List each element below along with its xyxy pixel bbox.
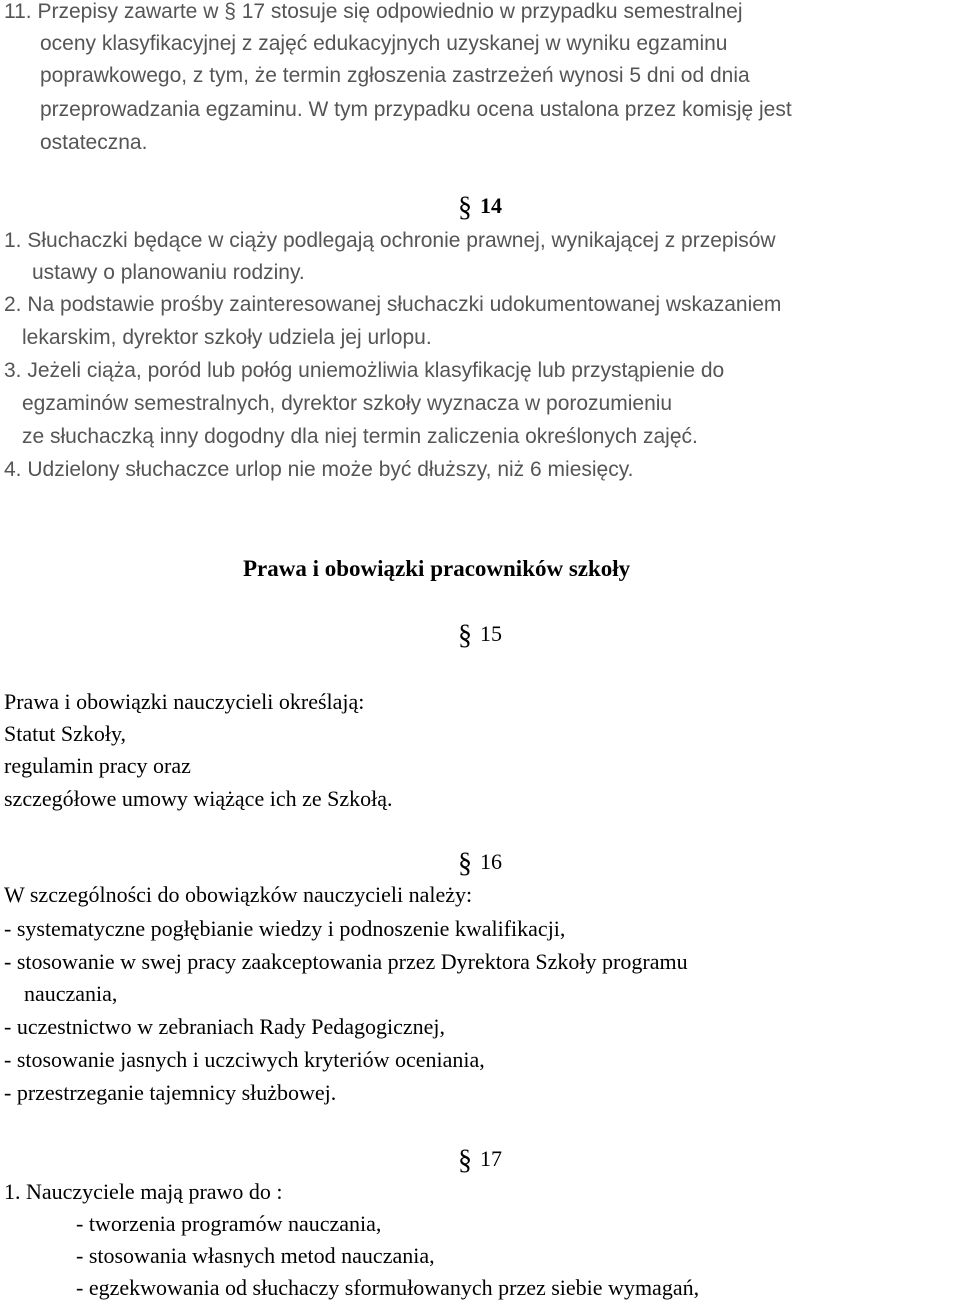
text-line: oceny klasyfikacyjnej z zajęć edukacyjnych uzyskanej w wyniku egzaminu — [40, 32, 728, 55]
section-14-heading — [458, 190, 502, 224]
text-line: nauczania, — [24, 981, 118, 1006]
section-16-heading — [458, 846, 502, 880]
text-line: 3. Jeżeli ciąża, poród lub połóg uniemożliwia klasyfikację lub przystąpienie do — [4, 359, 725, 382]
section-number: 15 — [480, 621, 502, 646]
text-line: - przestrzeganie tajemnicy służbowej. — [4, 1080, 337, 1105]
section-symbol: § — [458, 1145, 472, 1176]
text-line: szczegółowe umowy wiążące ich ze Szkołą. — [4, 786, 393, 811]
text-line: - uczestnictwo w zebraniach Rady Pedagogicznej, — [4, 1014, 446, 1039]
text-line: lekarskim, dyrektor szkoły udziela jej urlopu. — [22, 326, 432, 349]
text-line: 4. Udzielony słuchaczce urlop nie może być dłuższy, niż 6 miesięcy. — [4, 458, 634, 481]
text-line: - stosowanie jasnych i uczciwych kryteriów oceniania, — [4, 1047, 485, 1072]
section-number: 16 — [480, 849, 502, 874]
text-line: ze słuchaczką inny dogodny dla niej termin zaliczenia określonych zajęć. — [22, 425, 698, 448]
text-line: egzaminów semestralnych, dyrektor szkoły wyznacza w porozumieniu — [22, 392, 673, 415]
text-line: ustawy o planowaniu rodziny. — [32, 261, 305, 284]
text-line: ostateczna. — [40, 131, 148, 154]
section-symbol: § — [458, 620, 472, 651]
text-line: Statut Szkoły, — [4, 721, 127, 746]
text-line: - stosowania własnych metod nauczania, — [76, 1243, 435, 1268]
chapter-title: Prawa i obowiązki pracowników szkoły — [243, 556, 631, 581]
text-line: regulamin pracy oraz — [4, 753, 191, 778]
text-line: 1. Nauczyciele mają prawo do : — [4, 1179, 283, 1204]
section-number: 14 — [480, 193, 502, 218]
text-line: przeprowadzania egzaminu. W tym przypadku ocena ustalona przez komisję jest — [40, 98, 792, 121]
text-line: - egzekwowania od słuchaczy sformułowanych przez siebie wymagań, — [76, 1275, 700, 1300]
text-line: Prawa i obowiązki nauczycieli określają: — [4, 689, 365, 714]
text-line: W szczególności do obowiązków nauczycieli należy: — [4, 882, 473, 907]
text-line: - stosowanie w swej pracy zaakceptowania przez Dyrektora Szkoły programu — [4, 949, 688, 974]
section-symbol: § — [458, 848, 472, 879]
section-symbol: § — [458, 192, 472, 223]
section-15-heading — [458, 618, 502, 652]
text-line: - systematyczne pogłębianie wiedzy i podnoszenie kwalifikacji, — [4, 916, 566, 941]
section-number: 17 — [480, 1146, 502, 1171]
text-line: 2. Na podstawie prośby zainteresowanej słuchaczki udokumentowanej wskazaniem — [4, 293, 782, 316]
section-17-heading — [458, 1143, 502, 1177]
text-line: 1. Słuchaczki będące w ciąży podlegają ochronie prawnej, wynikającej z przepisów — [4, 229, 776, 252]
text-line: - tworzenia programów nauczania, — [76, 1211, 382, 1236]
text-line: 11. Przepisy zawarte w § 17 stosuje się odpowiednio w przypadku semestralnej — [4, 0, 743, 23]
text-line: poprawkowego, z tym, że termin zgłoszenia zastrzeżeń wynosi 5 dni od dnia — [40, 64, 750, 87]
